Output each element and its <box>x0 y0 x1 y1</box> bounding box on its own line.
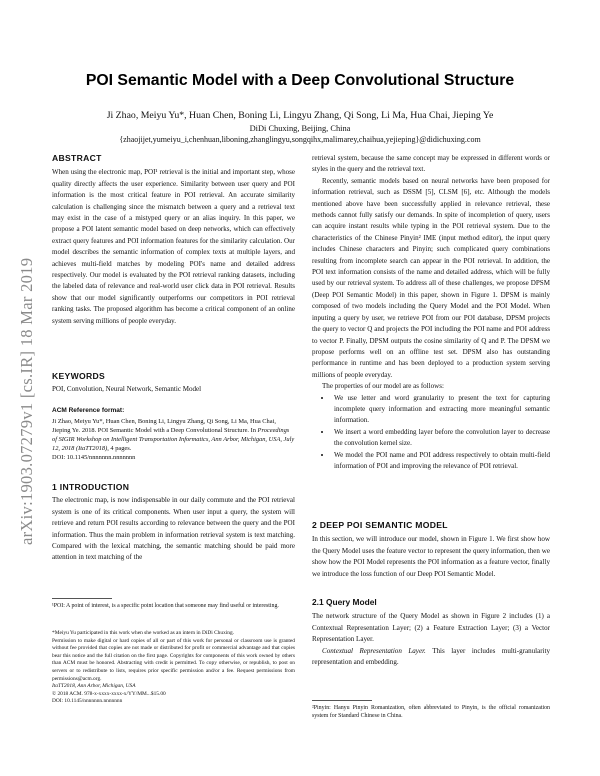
footnote-doi: DOI: 10.1145/nnnnnnn.nnnnnnn <box>52 698 123 705</box>
footnote-pinyin <box>312 704 550 721</box>
list-item: • We insert a word embedding layer before the convolution layer to decrease the convolution kernel size. <box>332 427 550 450</box>
author-emails: {zhaojijet,yumeiyu_i,chenhuan,liboning,zhanglingyu,songqihx,malimarey,chaihua,yejieping}@didichuxing.com <box>119 135 481 144</box>
footnote-poi-text: ¹POI: A point of interest, is a specific point location that someone may find useful or interesting. <box>52 603 279 609</box>
arxiv-stamp <box>6 190 42 550</box>
acm-reference <box>52 405 295 462</box>
contextual-layer-paragraph <box>312 646 550 669</box>
acm-reference-heading: ACM Reference format: <box>52 407 125 414</box>
footnote-rule <box>52 598 112 599</box>
abstract-section <box>52 153 295 327</box>
paper-title: POI Semantic Model with a Deep Convolutional Structure <box>85 72 515 89</box>
section-2 <box>312 520 550 580</box>
introduction-section <box>52 482 295 564</box>
acm-reference-doi: DOI: 10.1145/nnnnnnn.nnnnnnn <box>52 454 136 462</box>
footnote-pinyin-text: ²Pinyin: Hanyu Pinyin Romanization, often abbreviated to Pinyin, is the official romanization system for Standard Chinese in China. <box>312 705 550 720</box>
keywords-text: POI, Convolution, Neural Network, Semantic Model <box>52 385 202 394</box>
intro-paragraph-3: The properties of our model are as follows: <box>322 382 444 391</box>
copyright-line: © 2018 ACM. 978-x-xxxx-xxxx-x/YY/MM...$15.00 <box>52 690 166 697</box>
properties-list <box>312 393 550 473</box>
intro-paragraph-2: Recently, semantic models based on neural networks have been proposed for information retrieval, such as DSSM [5], CLSM [6], etc. Although the models mentioned above have been successfully applied in relevance retrieval, these methods cannot fully satisfy our demands. In spite of incompletion of query, users can acquire instant results while typing in the POI retrieval system. Due to the characteristics of the Chinese Pinyin² IME (input method editor), the input query includes Chinese characters and Pinyin; such complicated query combinations resulting from incomplete search can appear in the POI retrieval. In addition, the POI text information consists of the name and detailed address, which will be fully used by our retrieval system. To address all of these challenges, we propose DPSM (Deep POI Semantic Model) in this paper, shown in Figure 1. DPSM is mainly composed of two models including the Query Model and the POI Model. When inputing a query by user, we retrieve POI from our POI database, DPSM projects the query to vector Q and projects the POI including the POI name and POI address to vector P. Finally, DPSM outputs the cosine similarity of Q and P. The DPSM we propose performs well on an offline test set. DPSM also has outstanding performance in runtime and has been deployed to a production system serving millions of people everyday. <box>312 176 550 379</box>
acm-reference-authors: Ji Zhao, Meiyu Yu*, Huan Chen, Boning Li, Lingyu Zhang, Qi Song, Li Ma, Hua Chai, Jieping Ye. 2018. POI Semantic Model with a Deep Convolutional Structure. In <box>52 418 276 435</box>
list-item: • We model the POI name and POI address respectively to obtain multi-field information of POI and improving the relevance of POI retrieval. <box>332 450 550 473</box>
section-2-text: In this section, we will introduce our model, shown in Figure 1. We first show how the Query Model uses the feature vector to represent the query information, then we show how the POI Model represents the POI information as a feature vector, finally we introduce the loss function of our Deep POI Semantic Model. <box>312 535 550 578</box>
section-2-1-heading: 2.1 Query Model <box>312 597 377 607</box>
intern-note: *Meiyu Yu participated in this work when she worked as an intern in DiDi Chuxing. <box>52 630 235 636</box>
permission-notice: Permission to make digital or hard copies of all or part of this work for personal or classroom use is granted without fee provided that copies are not made or distributed for profit or commercial advantage and that copies bear this notice and the full citation on the first page. Copyrights for components of this work owned by others than ACM must be honored. Abstracting with credit is permitted. To copy otherwise, or republish, to post on servers or to redistribute to lists, requires prior specific permission and/or a fee. Request permissions from permissions@acm.org. <box>52 637 295 682</box>
section-2-heading: 2 DEEP POI SEMANTIC MODEL <box>312 520 448 530</box>
acm-reference-text <box>52 417 295 453</box>
footnote-rule-right <box>312 700 372 701</box>
keywords-section <box>52 371 295 396</box>
footnote-meta <box>52 630 295 706</box>
author-list: Ji Zhao, Meiyu Yu*, Huan Chen, Boning Li, Lingyu Zhang, Qi Song, Li Ma, Hua Chai, Jieping Ye <box>106 110 494 121</box>
footnote-poi <box>52 602 295 610</box>
intro-paragraph-1: retrieval system, because the same concept may be expressed in different words or styles in the query and the retrieval text. <box>312 154 550 174</box>
arxiv-id: arXiv:1903.07279v1 [cs.IR] 18 Mar 2019 <box>17 257 36 545</box>
abstract-text: When using the electronic map, POI¹ retrieval is the initial and important step, whose quality directly affects the user experience. Similarity between user query and POI information is the most critical feature in POI retrieval. An accurate similarity calculation is challenging since the mismatch between a query and a retrieval text may exist in the case of a mistyped query or an alias inquiry. In this paper, we propose a POI latent semantic model based on deep networks, which can effectively extract query features and POI information features for the similarity calculation. Our model describes the semantic information of complex texts at multiple layers, and achieves multi-field matches by modeling POI's name and detailed address respectively. Our model is evaluated by the POI retrieval ranking datasets, including the labeled data of relevance and real-world user click data in POI retrieval. Results show that our model significantly outperforms our competitors in POI retrieval ranking tasks. The proposed algorithm has become a critical component of an online system serving millions of people everyday. <box>52 168 295 325</box>
introduction-heading: 1 INTRODUCTION <box>52 482 130 492</box>
contextual-layer-title: Contextual Representation Layer. <box>322 646 426 655</box>
keywords-heading: KEYWORDS <box>52 371 106 381</box>
venue-line: ItaTT2018, Ann Arbor, Michigan, USA <box>52 683 136 690</box>
introduction-text: The electronic map, is now indispensable in our daily commute and the POI retrieval system is one of its critical components. When user input a query, the system will retrieve and return POI results according to relevance between the query and the POI information. Thus the main problem in information retrieval system is text matching. Compared with the lexical matching, the semantic matching should be paid more attention in text matching of the <box>52 496 295 562</box>
affiliation: DiDi Chuxing, Beijing, China <box>249 124 351 133</box>
contextual-layer-text: This layer includes multi-granularity representation and embedding. <box>312 646 550 667</box>
list-item: • We use letter and word granularity to present the text for capturing incomplete query information and extracting more meaningful semantic information. <box>332 393 550 427</box>
section-2-1-text: The network structure of the Query Model as shown in Figure 2 includes (1) a Contextual Representation Layer; (2) a Feature Extraction Layer; (3) a Vector Representation Layer. <box>312 612 550 644</box>
section-2-1 <box>312 597 550 668</box>
abstract-heading: ABSTRACT <box>52 153 102 163</box>
acm-reference-venue: Proceedings of SIGIR Workshop on Intelligent Transportation Informatics, Ann Arbor, Michigan, USA, July 12, 2018 (ItaTT2018), <box>52 427 295 453</box>
acm-reference-pages: 4 pages. <box>108 445 132 453</box>
intro-continued <box>312 153 550 472</box>
